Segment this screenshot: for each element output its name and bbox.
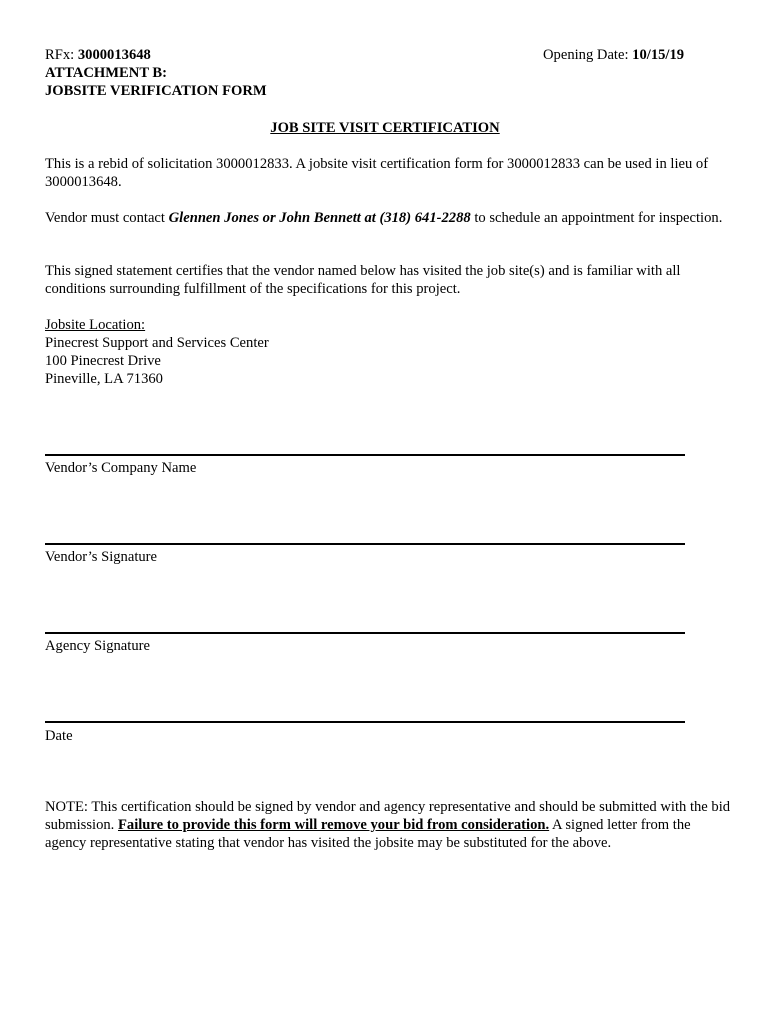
rfx-line	[45, 46, 267, 64]
note-prefix: NOTE: This certification should be signed by vendor and agency representative and should be submitted with the bid submission.	[45, 799, 731, 833]
rfx-number: 3000013648	[77, 47, 151, 63]
contact-paragraph	[45, 209, 735, 227]
page-title: JOB SITE VISIT CERTIFICATION	[270, 120, 500, 136]
contact-names: Glennen Jones or John Bennett at (318) 641-2288	[168, 210, 471, 226]
form-name: JOBSITE VERIFICATION FORM	[45, 83, 267, 99]
date-label: Date	[45, 728, 73, 744]
jobsite-name: Pinecrest Support and Services Center	[45, 335, 269, 351]
date-line[interactable]	[45, 721, 685, 723]
rfx-label: RFx:	[45, 47, 78, 63]
note-paragraph	[45, 798, 735, 852]
statement-paragraph: This signed statement certifies that the vendor named below has visited the job site(s) and is familiar with all conditions surrounding fulfillment of the specifications for this project.	[45, 263, 681, 297]
opening-date-value: 10/15/19	[632, 47, 685, 63]
jobsite-location	[45, 316, 735, 388]
attachment-label: ATTACHMENT B:	[45, 65, 168, 81]
vendor-signature-label: Vendor’s Signature	[45, 549, 158, 565]
jobsite-city: Pineville, LA 71360	[45, 371, 163, 387]
contact-suffix: to schedule an appointment for inspection.	[470, 210, 723, 226]
opening-date	[543, 46, 684, 64]
vendor-signature-line[interactable]	[45, 543, 685, 545]
agency-signature-line[interactable]	[45, 632, 685, 634]
document-header-left	[45, 46, 267, 100]
note-suffix: A signed letter from the agency representative stating that vendor has visited the jobsite may be substituted for the above.	[45, 817, 691, 851]
rebid-paragraph: This is a rebid of solicitation 3000012833. A jobsite visit certification form for 3000012833 can be used in lieu of 3000013648.	[45, 156, 709, 190]
opening-date-label: Opening Date:	[543, 47, 633, 63]
agency-signature-label: Agency Signature	[45, 638, 150, 654]
jobsite-label: Jobsite Location:	[45, 317, 146, 333]
contact-prefix: Vendor must contact	[45, 210, 169, 226]
company-name-line[interactable]	[45, 454, 685, 456]
company-name-label: Vendor’s Company Name	[45, 460, 197, 476]
note-warning: Failure to provide this form will remove your bid from consideration.	[117, 817, 550, 833]
jobsite-street: 100 Pinecrest Drive	[45, 353, 161, 369]
